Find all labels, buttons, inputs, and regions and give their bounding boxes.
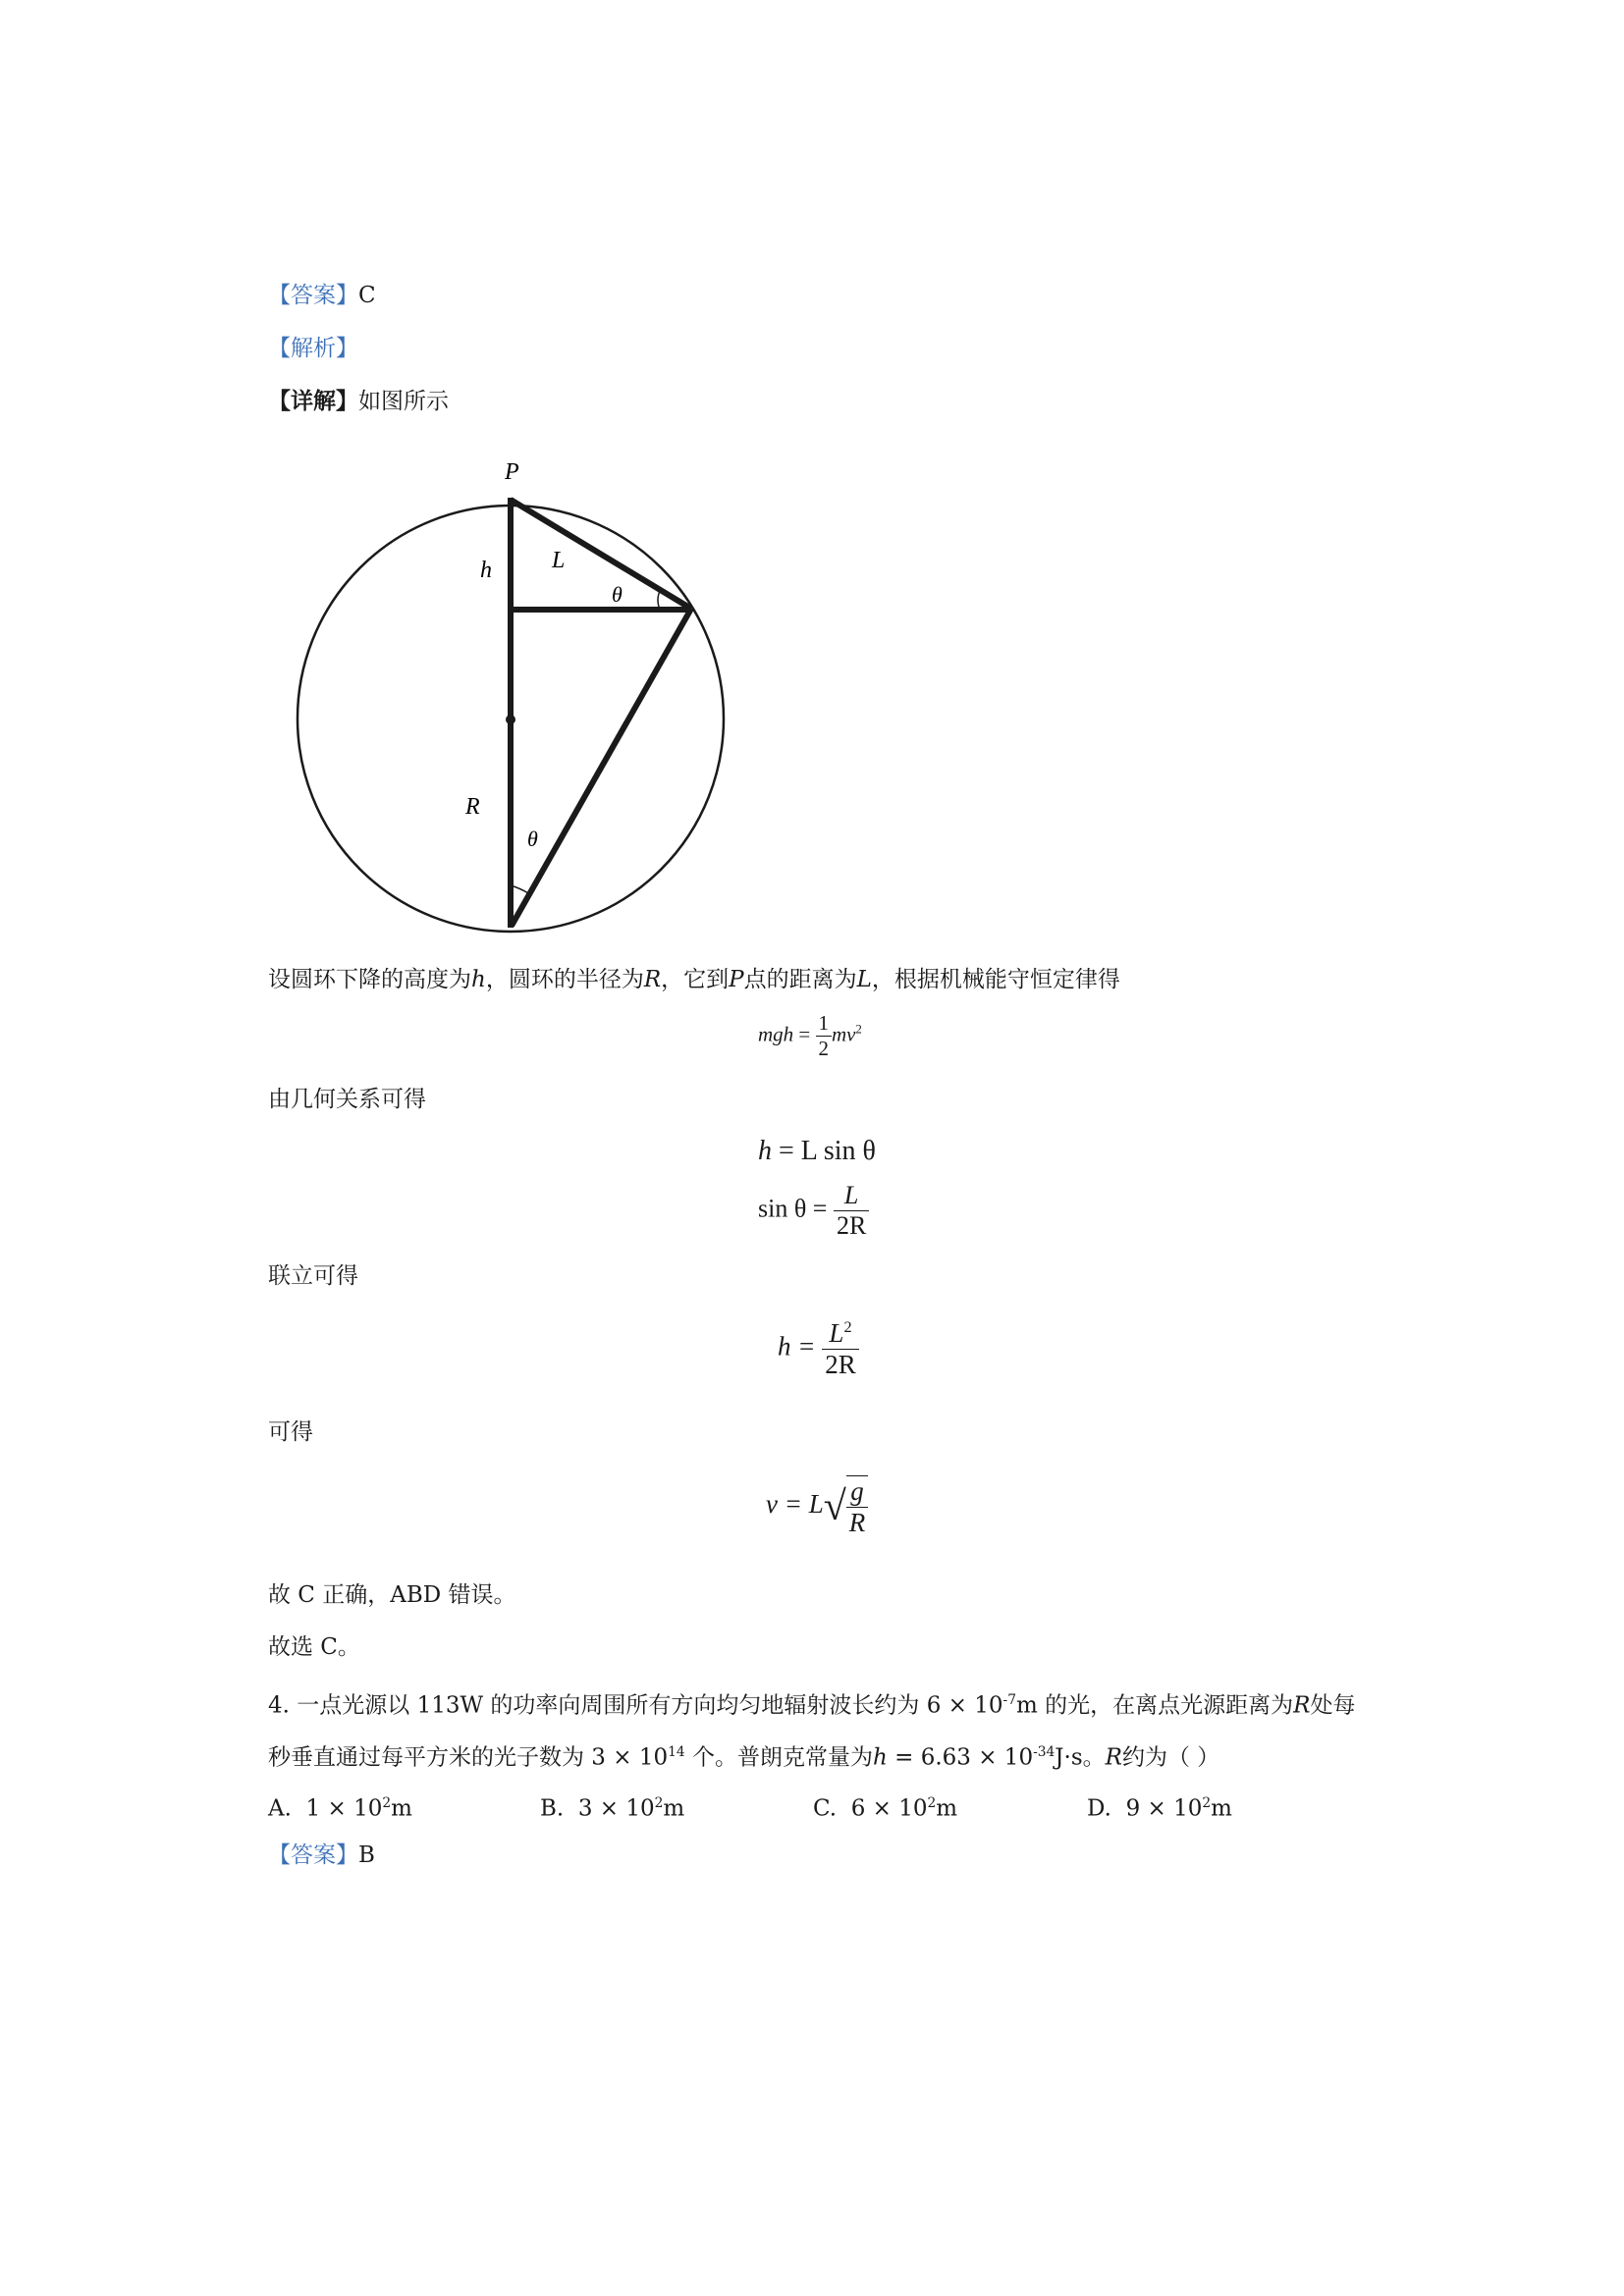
- option-c-value: 6 × 10: [850, 1795, 928, 1822]
- q4-line1-c: 处每: [1310, 1692, 1356, 1719]
- eq1-exp: 2: [855, 1022, 862, 1037]
- option-c-label: C.: [813, 1795, 838, 1822]
- option-d-label: D.: [1087, 1795, 1111, 1822]
- eq2-h: h: [758, 1136, 772, 1166]
- center-dot: [506, 715, 515, 724]
- eq5-fraction: [846, 1475, 869, 1538]
- answer2-tag-open: 【: [268, 1842, 291, 1868]
- result-text: 可得: [268, 1419, 313, 1445]
- eq3-fraction: [834, 1181, 869, 1241]
- equation-energy: [758, 1011, 862, 1061]
- answer-line-2: [268, 1841, 375, 1870]
- label-R: R: [465, 794, 480, 820]
- q4-line2-exp1: 14: [668, 1744, 685, 1760]
- eq3-lhs: sin θ =: [758, 1194, 834, 1223]
- eq2-rest: = L sin θ: [772, 1136, 876, 1166]
- label-theta-top: θ: [612, 582, 623, 607]
- analysis-tag-close: 】: [336, 336, 358, 361]
- analysis-tag-open: 【: [268, 336, 291, 361]
- eq4-lhs: h =: [778, 1331, 823, 1362]
- q4-line1-b: m 的光，在离点光源距离为: [1015, 1692, 1294, 1719]
- q4-line2-c: = 6.63 × 10: [887, 1744, 1034, 1771]
- q4-line2-a: 秒垂直通过每平方米的光子数为 3 × 10: [268, 1744, 669, 1771]
- answer2-value: B: [358, 1842, 375, 1868]
- equation-sin-theta: [758, 1181, 869, 1241]
- label-P: P: [505, 459, 519, 485]
- option-b[interactable]: [540, 1789, 684, 1824]
- setup-text-c: ，它到: [661, 967, 730, 992]
- long-chord: [512, 609, 691, 926]
- option-d-exp: 2: [1202, 1795, 1212, 1811]
- setup-var-R: R: [643, 967, 662, 992]
- option-d[interactable]: [1087, 1789, 1232, 1824]
- question-4-line1: [268, 1685, 1355, 1721]
- question-4-line2: [268, 1737, 1219, 1773]
- option-c[interactable]: [813, 1789, 957, 1824]
- eq5-den: R: [848, 1508, 866, 1537]
- option-b-exp: 2: [654, 1795, 664, 1811]
- option-a-unit: m: [391, 1795, 412, 1822]
- eq1-fraction: [816, 1011, 833, 1061]
- label-L: L: [552, 548, 566, 573]
- option-c-unit: m: [936, 1795, 958, 1822]
- eq5-lhs: v = L: [766, 1489, 824, 1520]
- option-b-label: B.: [540, 1795, 565, 1822]
- option-b-unit: m: [663, 1795, 685, 1822]
- answer-tag-open: 【: [268, 283, 291, 308]
- option-c-exp: 2: [927, 1795, 937, 1811]
- setup-text-e: ，根据机械能守恒定律得: [871, 967, 1120, 992]
- q4-line1-a: 4. 一点光源以 113W 的功率向周围所有方向均匀地辐射波长约为 6 × 10: [268, 1692, 1003, 1719]
- label-h: h: [480, 558, 492, 583]
- geometry-text: 由几何关系可得: [268, 1087, 426, 1112]
- combine-text: 联立可得: [268, 1263, 358, 1289]
- setup-text: [268, 965, 1120, 994]
- option-b-value: 3 × 10: [577, 1795, 655, 1822]
- choice-text: 故选 C。: [268, 1634, 360, 1660]
- q4-line2-exp2: -34: [1033, 1744, 1056, 1760]
- eq4-fraction: [822, 1318, 859, 1380]
- q4-line2-R: R: [1105, 1744, 1122, 1771]
- eq4-num: L: [829, 1318, 844, 1348]
- eq1-lhs: mgh: [758, 1022, 794, 1046]
- sqrt-icon: √: [823, 1484, 846, 1529]
- q4-line2-e: 约为（ ）: [1121, 1744, 1220, 1771]
- eq1-rhs: mv: [832, 1022, 856, 1046]
- answer-tag-label: 答案: [291, 283, 336, 308]
- setup-var-h: h: [471, 967, 486, 992]
- eq1-den: 2: [818, 1037, 830, 1060]
- detail-line: [268, 387, 449, 416]
- setup-var-L: L: [856, 967, 872, 992]
- eq3-num: L: [834, 1181, 869, 1211]
- option-a-exp: 2: [382, 1795, 392, 1811]
- option-a-label: A.: [268, 1795, 292, 1822]
- circle-figure: [275, 447, 736, 947]
- eq3-den: 2R: [836, 1211, 867, 1240]
- answer2-tag-close: 】: [336, 1842, 358, 1868]
- eq4-den: 2R: [825, 1350, 856, 1379]
- detail-tag-close: 】: [336, 388, 358, 414]
- setup-text-a: 设圆环下降的高度为: [268, 967, 471, 992]
- analysis-tag-label: 解析: [291, 336, 336, 361]
- label-theta-bottom: θ: [527, 827, 538, 851]
- q4-line2-d: J·s。: [1055, 1744, 1106, 1771]
- answer-line: [268, 281, 376, 310]
- q4-line2-h: h: [872, 1744, 888, 1771]
- eq1-num: 1: [816, 1011, 833, 1037]
- eq4-exp: 2: [843, 1318, 852, 1336]
- eq1-equals: =: [793, 1022, 816, 1046]
- option-d-value: 9 × 10: [1125, 1795, 1203, 1822]
- equation-h-L2: [778, 1318, 859, 1380]
- option-a-value: 1 × 10: [305, 1795, 383, 1822]
- q4-line1-exp: -7: [1002, 1692, 1016, 1708]
- angle-arc-top: [658, 591, 660, 610]
- equation-v: [766, 1475, 868, 1538]
- setup-text-b: ，圆环的半径为: [485, 967, 644, 992]
- option-d-unit: m: [1211, 1795, 1232, 1822]
- analysis-line: [268, 334, 358, 363]
- detail-tag-label: 详解: [291, 388, 336, 414]
- q4-line1-R: R: [1293, 1692, 1311, 1719]
- conclusion-text: 故 C 正确，ABD 错误。: [268, 1582, 516, 1608]
- answer-value: C: [358, 283, 376, 308]
- q4-line2-b: 个。普朗克常量为: [684, 1744, 873, 1771]
- option-a[interactable]: [268, 1789, 412, 1824]
- equation-h-Lsin: [758, 1136, 876, 1167]
- detail-text: 如图所示: [358, 389, 449, 414]
- chord-L: [511, 500, 691, 609]
- eq5-num: g: [846, 1476, 869, 1508]
- answer-tag-close: 】: [336, 283, 358, 308]
- setup-var-P: P: [729, 967, 744, 992]
- setup-text-d: 点的距离为: [743, 967, 857, 992]
- answer2-tag-label: 答案: [291, 1842, 336, 1868]
- detail-tag-open: 【: [268, 388, 291, 414]
